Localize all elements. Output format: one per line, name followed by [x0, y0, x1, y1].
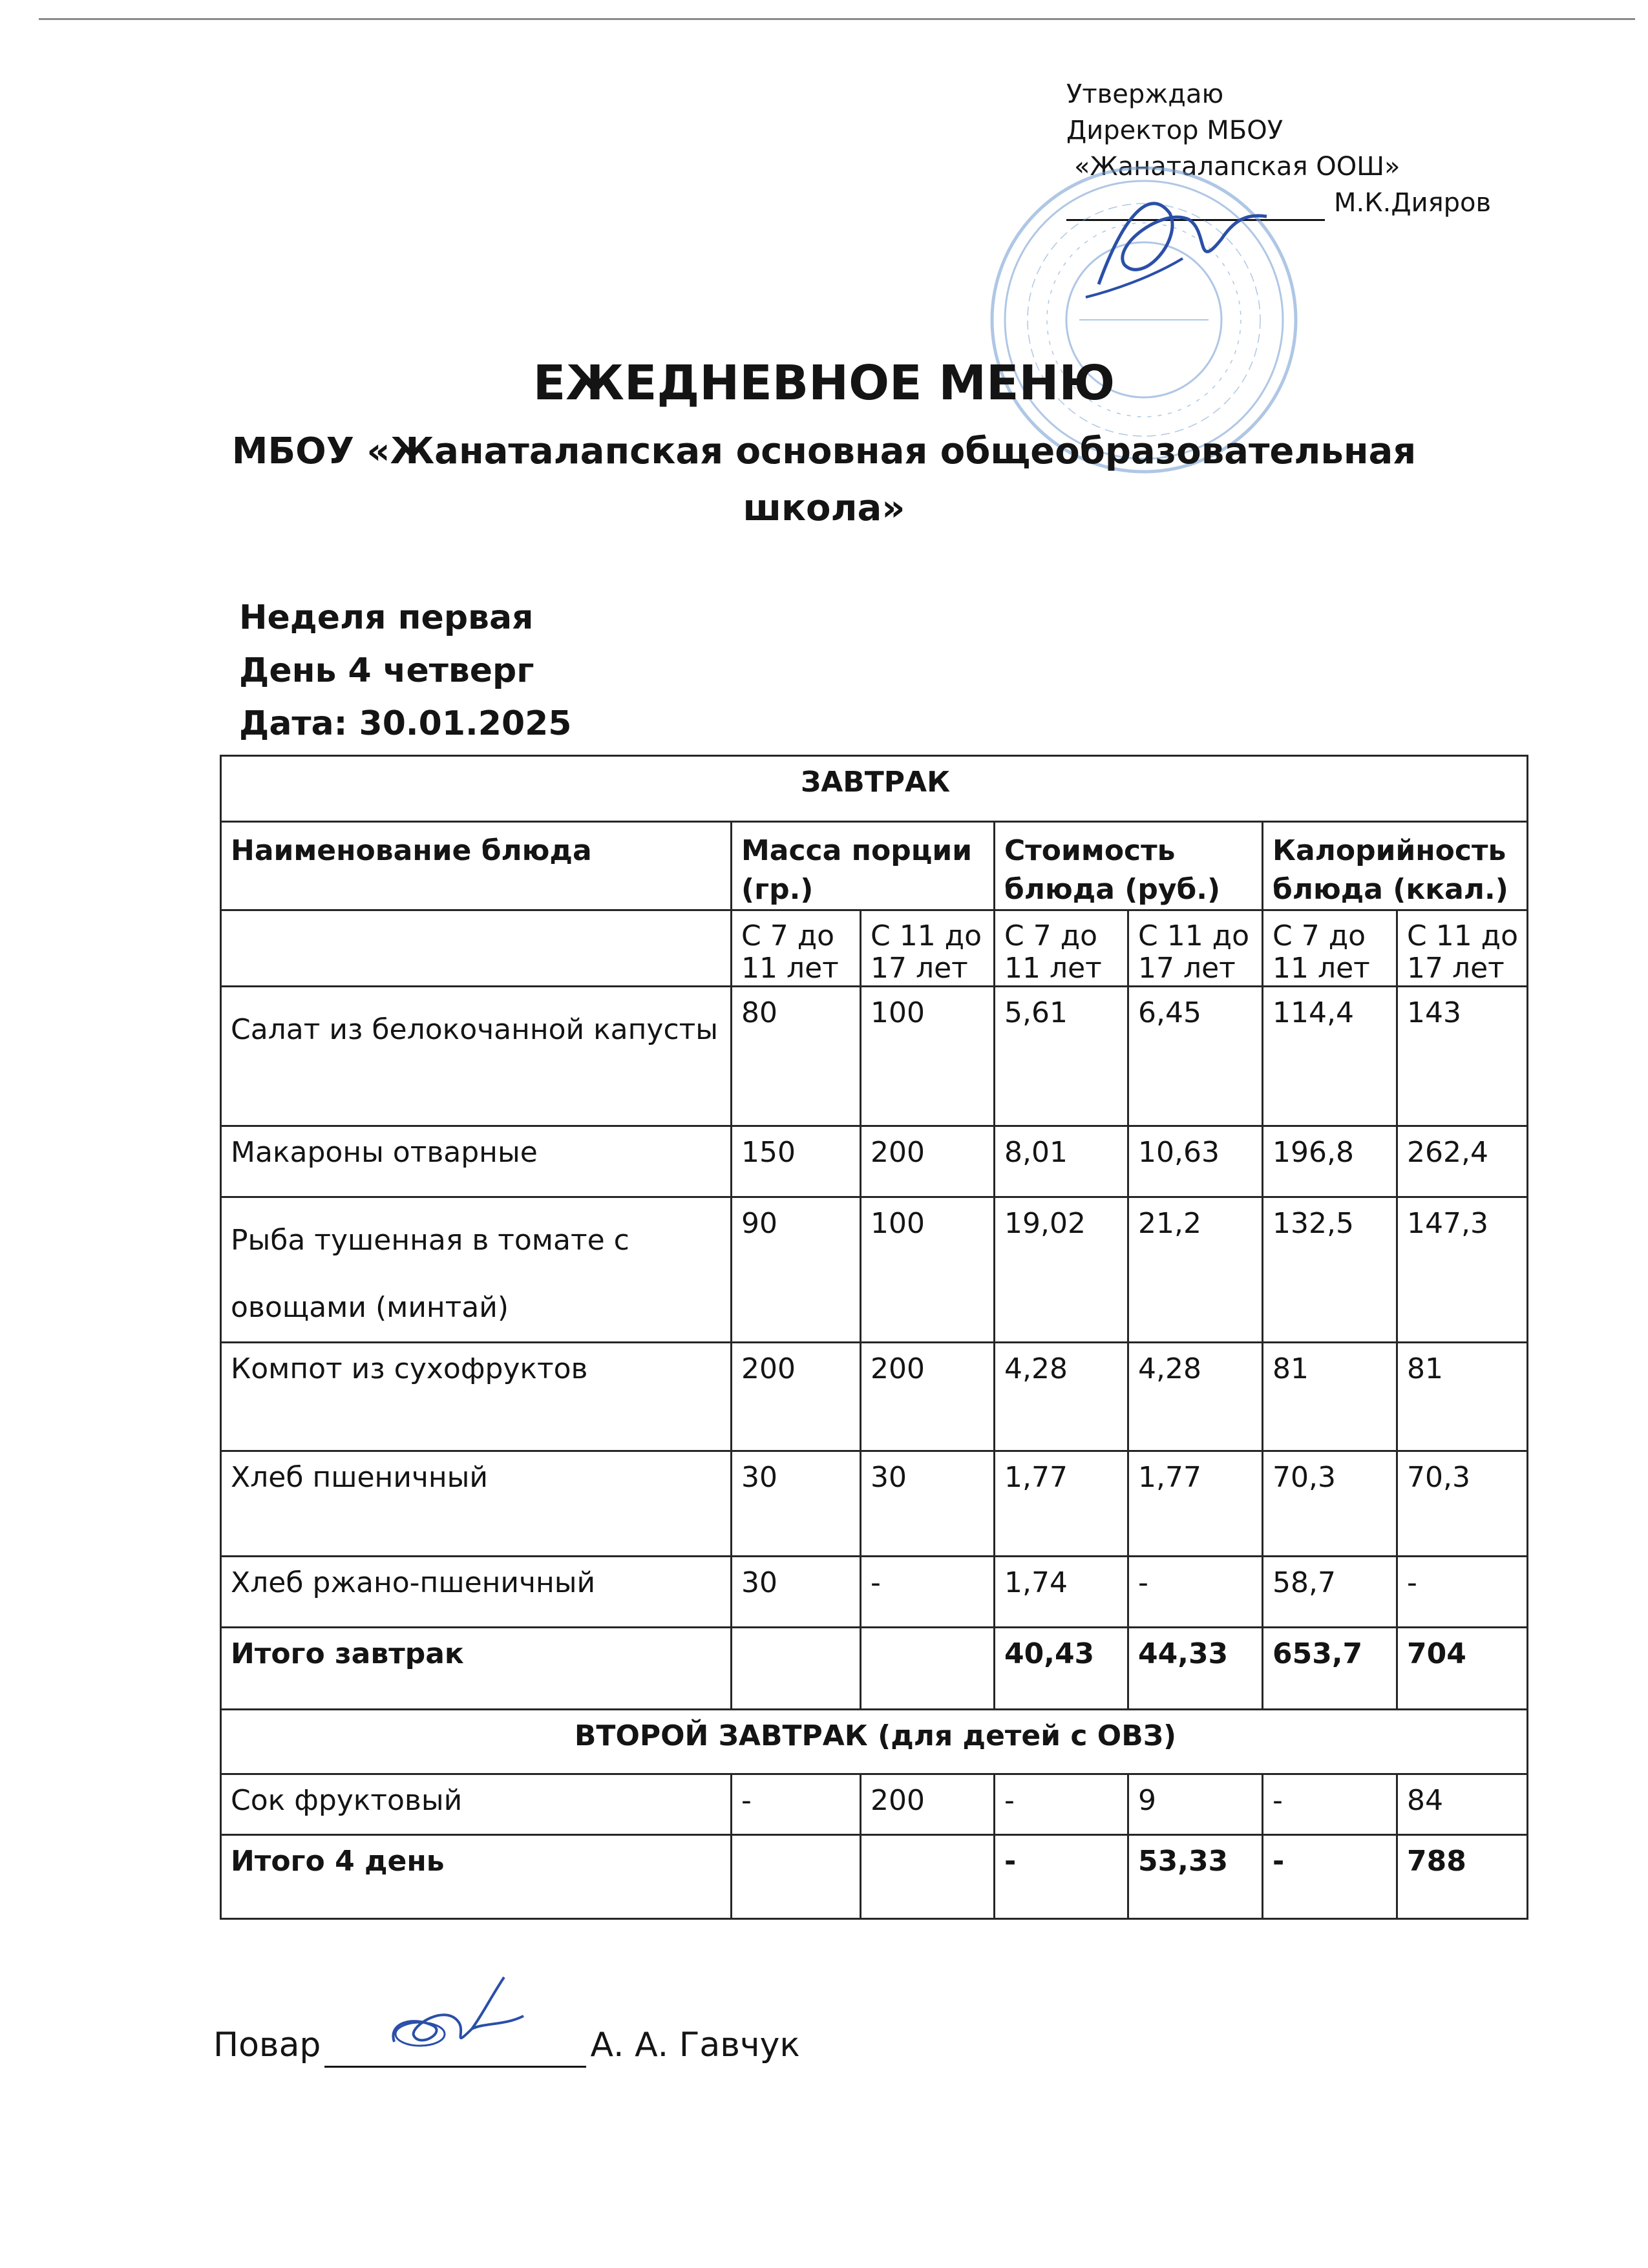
value-cell: 10,63 [1128, 1126, 1263, 1197]
approval-line-1: Утверждаю [1066, 79, 1224, 109]
value-cell: 70,3 [1263, 1451, 1397, 1557]
second-breakfast-section-title: ВТОРОЙ ЗАВТРАК (для детей с ОВЗ) [221, 1710, 1528, 1774]
director-name: М.К.Дияров [1334, 188, 1492, 218]
age-group-row [221, 910, 1528, 987]
age-group-cell: С 11 до 17 лет [1128, 910, 1263, 987]
table-row [221, 1197, 1528, 1343]
value-cell: 4,28 [1128, 1343, 1263, 1451]
director-signature-icon [1073, 174, 1293, 304]
value-cell: 30 [861, 1451, 995, 1557]
value-cell: 58,7 [1263, 1557, 1397, 1628]
subtitle-line-1: МБОУ «Жанаталапская основная общеобразовательная [231, 430, 1417, 472]
scan-top-border [39, 18, 1635, 20]
header-row [221, 822, 1528, 910]
value-cell: 6,45 [1128, 987, 1263, 1126]
cook-signature-icon [375, 1964, 530, 2068]
total-label: Итого завтрак [221, 1628, 732, 1710]
table-row [221, 1451, 1528, 1557]
breakfast-section-title: ЗАВТРАК [221, 756, 1528, 822]
dish-name: Макароны отварные [221, 1126, 732, 1197]
value-cell: 30 [732, 1451, 861, 1557]
age-group-cell: С 7 до 11 лет [1263, 910, 1397, 987]
value-cell: - [1128, 1557, 1263, 1628]
total-cell [732, 1628, 861, 1710]
value-cell: 1,77 [1128, 1451, 1263, 1557]
section-row [221, 1710, 1528, 1774]
value-cell: 9 [1128, 1774, 1263, 1835]
value-cell: 100 [861, 1197, 995, 1343]
table-row [221, 1557, 1528, 1628]
dish-name: Сок фруктовый [221, 1774, 732, 1835]
value-cell: 200 [732, 1343, 861, 1451]
date-label: Дата: 30.01.2025 [239, 704, 572, 743]
total-cell [861, 1835, 995, 1919]
value-cell: - [1397, 1557, 1528, 1628]
value-cell: 1,77 [995, 1451, 1128, 1557]
header-dish: Наименование блюда [221, 822, 732, 910]
day-label: День 4 четверг [239, 651, 534, 690]
header-cost: Стоимость блюда (руб.) [995, 822, 1263, 910]
value-cell: 200 [861, 1343, 995, 1451]
page-subtitle [0, 423, 1648, 537]
table-row [221, 987, 1528, 1126]
value-cell: 143 [1397, 987, 1528, 1126]
value-cell: 200 [861, 1126, 995, 1197]
age-group-cell: С 11 до 17 лет [1397, 910, 1528, 987]
value-cell: 19,02 [995, 1197, 1128, 1343]
value-cell: 30 [732, 1557, 861, 1628]
age-group-cell: С 7 до 11 лет [732, 910, 861, 987]
approval-line-2: Директор МБОУ [1066, 116, 1284, 145]
value-cell: 8,01 [995, 1126, 1128, 1197]
dish-name: Хлеб ржано-пшеничный [221, 1557, 732, 1628]
age-group-cell: С 7 до 11 лет [995, 910, 1128, 987]
menu-table [220, 755, 1528, 1920]
page-title: ЕЖЕДНЕВНОЕ МЕНЮ [533, 355, 1115, 411]
total-cell [732, 1835, 861, 1919]
breakfast-total-row [221, 1628, 1528, 1710]
value-cell: 80 [732, 987, 861, 1126]
value-cell: 196,8 [1263, 1126, 1397, 1197]
total-cell: 53,33 [1128, 1835, 1263, 1919]
value-cell: 262,4 [1397, 1126, 1528, 1197]
day-total-row [221, 1835, 1528, 1919]
approval-line-3: «Жанаталапская ООШ» [1074, 152, 1400, 182]
dish-name: Рыба тушенная в томате с овощами (минтай) [221, 1197, 732, 1343]
cook-name: А. А. Гавчук [590, 2026, 800, 2064]
total-cell: 44,33 [1128, 1628, 1263, 1710]
subtitle-line-2: школа» [743, 487, 905, 529]
total-cell: 653,7 [1263, 1628, 1397, 1710]
total-cell: - [995, 1835, 1128, 1919]
total-cell: - [1263, 1835, 1397, 1919]
menu-meta [239, 591, 572, 750]
dish-name: Хлеб пшеничный [221, 1451, 732, 1557]
value-cell: 90 [732, 1197, 861, 1343]
table-row [221, 1126, 1528, 1197]
total-label: Итого 4 день [221, 1835, 732, 1919]
cook-label: Повар [213, 2026, 321, 2064]
value-cell: 84 [1397, 1774, 1528, 1835]
week-label: Неделя первая [239, 598, 534, 637]
table-row [221, 1343, 1528, 1451]
value-cell: 150 [732, 1126, 861, 1197]
value-cell: - [861, 1557, 995, 1628]
value-cell: 81 [1263, 1343, 1397, 1451]
dish-name: Компот из сухофруктов [221, 1343, 732, 1451]
total-cell [861, 1628, 995, 1710]
total-cell: 704 [1397, 1628, 1528, 1710]
value-cell: 70,3 [1397, 1451, 1528, 1557]
value-cell: 100 [861, 987, 995, 1126]
value-cell: 4,28 [995, 1343, 1128, 1451]
value-cell: 5,61 [995, 987, 1128, 1126]
age-group-cell: С 11 до 17 лет [861, 910, 995, 987]
age-group-empty-cell [221, 910, 732, 987]
value-cell: 132,5 [1263, 1197, 1397, 1343]
value-cell: 21,2 [1128, 1197, 1263, 1343]
table-row [221, 1774, 1528, 1835]
total-cell: 788 [1397, 1835, 1528, 1919]
header-calories: Калорийность блюда (ккал.) [1263, 822, 1528, 910]
section-row [221, 756, 1528, 822]
value-cell: 200 [861, 1774, 995, 1835]
value-cell: 114,4 [1263, 987, 1397, 1126]
value-cell: - [732, 1774, 861, 1835]
total-cell: 40,43 [995, 1628, 1128, 1710]
dish-name: Салат из белокочанной капусты [221, 987, 732, 1126]
header-mass: Масса порции (гр.) [732, 822, 995, 910]
value-cell: 1,74 [995, 1557, 1128, 1628]
value-cell: 81 [1397, 1343, 1528, 1451]
value-cell: - [1263, 1774, 1397, 1835]
value-cell: - [995, 1774, 1128, 1835]
value-cell: 147,3 [1397, 1197, 1528, 1343]
